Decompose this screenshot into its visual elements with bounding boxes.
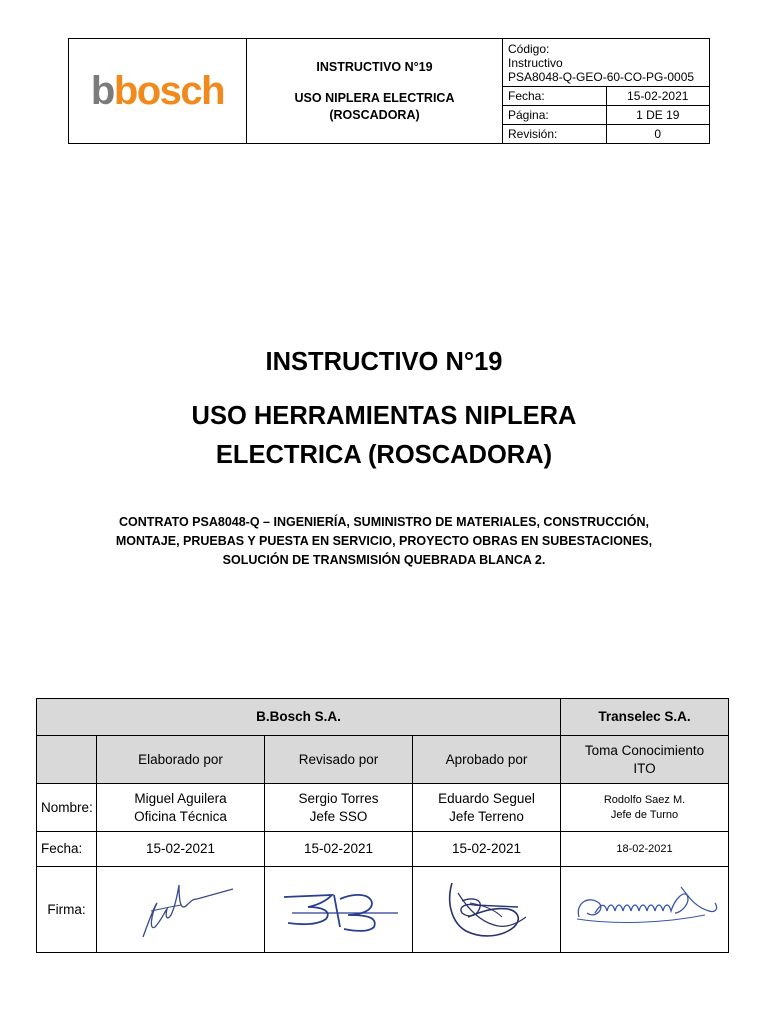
col-toma-line1: Toma Conocimiento [584,742,705,758]
header-title-line2: USO NIPLERA ELECTRICA [294,90,455,105]
revision-value: 0 [606,125,710,144]
fecha-sign-label: Fecha: [37,832,97,867]
toma-name: Rodolfo Saez M. [603,793,686,806]
revisado-name-cell [265,784,413,832]
header-title-line1: INSTRUCTIVO N°19 [316,59,433,74]
document-title: INSTRUCTIVO N°19 [265,348,503,376]
pagina-value: 1 DE 19 [606,106,710,125]
contract-line2: MONTAJE, PRUEBAS Y PUESTA EN SERVICIO, PROYECTO OBRAS EN SUBESTACIONES, [115,534,653,548]
signature-aguilera [121,875,241,945]
elaborado-role: Oficina Técnica [134,808,227,824]
toma-name-cell [561,784,729,832]
fecha-label: Fecha: [503,87,607,106]
elaborado-signature [97,867,265,953]
revision-label: Revisión: [503,125,607,144]
toma-role: Jefe de Turno [610,808,679,821]
document-subtitle-line2: ELECTRICA (ROSCADORA) [215,441,553,469]
aprobado-role: Jefe Terreno [449,808,524,824]
aprobado-date: 15-02-2021 [413,832,561,867]
elaborado-date: 15-02-2021 [97,832,265,867]
signature-torres [274,875,404,945]
header-title-line3: (ROSCADORA) [329,107,420,122]
firma-label: Firma: [37,867,97,953]
toma-signature [561,867,729,953]
revisado-role: Jefe SSO [309,808,368,824]
col-elaborado-por: Elaborado por [97,736,265,784]
signature-seguel [422,873,552,947]
bbosch-logo: bbosch [90,68,225,113]
code-line2: PSA8048-Q-GEO-60-CO-PG-0005 [508,69,695,84]
document-subtitle-line1: USO HERRAMIENTAS NIPLERA [191,402,577,430]
col-toma-conocimiento [561,736,729,784]
company-logo-cell [69,39,247,144]
empty-header-cell [37,736,97,784]
elaborado-name-cell [97,784,265,832]
company-bbosch: B.Bosch S.A. [37,699,561,736]
contract-line1: CONTRATO PSA8048-Q – INGENIERÍA, SUMINISTRO DE MATERIALES, CONSTRUCCIÓN, [119,515,649,529]
revisado-name: Sergio Torres [298,790,379,806]
signature-saez [565,873,725,947]
code-line1: Instructivo [508,55,563,70]
document-header-table [68,38,710,144]
header-title-cell [247,39,503,144]
elaborado-name: Miguel Aguilera [134,790,227,806]
col-toma-line2: ITO [633,760,656,776]
approval-signature-table [36,698,729,953]
revisado-signature [265,867,413,953]
document-code-cell [503,39,710,87]
aprobado-name-cell [413,784,561,832]
nombre-label: Nombre: [37,784,97,832]
revisado-date: 15-02-2021 [265,832,413,867]
contract-line3: SOLUCIÓN DE TRANSMISIÓN QUEBRADA BLANCA 2. [222,553,546,567]
aprobado-signature [413,867,561,953]
toma-date: 18-02-2021 [561,832,729,867]
pagina-label: Página: [503,106,607,125]
fecha-value: 15-02-2021 [606,87,710,106]
aprobado-name: Eduardo Seguel [438,790,535,806]
col-aprobado-por: Aprobado por [413,736,561,784]
col-revisado-por: Revisado por [265,736,413,784]
contract-description [60,513,708,570]
company-transelec: Transelec S.A. [561,699,729,736]
code-label: Código: [508,41,550,56]
